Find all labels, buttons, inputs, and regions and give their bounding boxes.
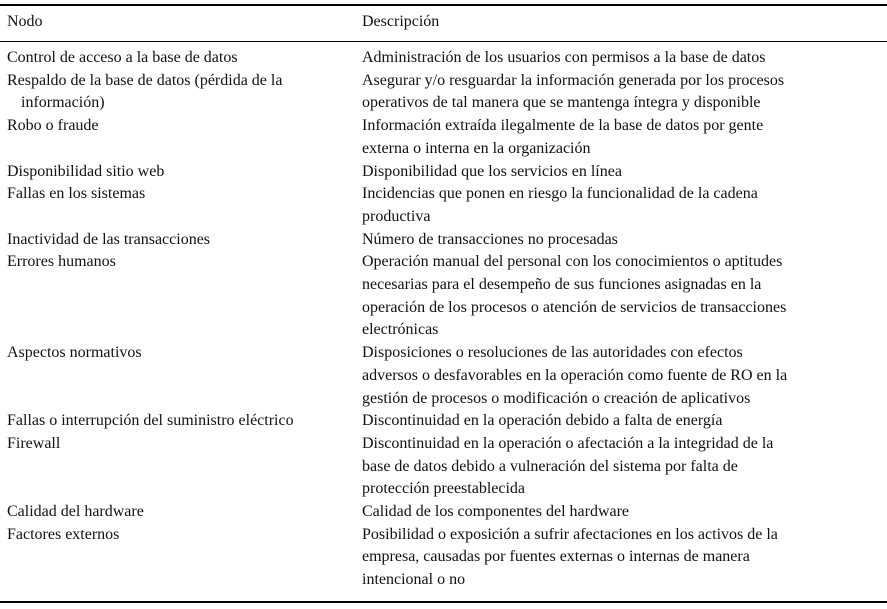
nodo-cell-line: Factores externos	[7, 525, 120, 543]
table-row	[0, 229, 887, 252]
column-header-descripcion: Descripción	[362, 13, 440, 30]
header-rule	[0, 41, 887, 42]
nodo-cell	[0, 433, 362, 501]
descripcion-cell	[362, 115, 763, 160]
table-row	[0, 115, 887, 160]
nodo-cell-line: Firewall	[7, 434, 61, 452]
descripcion-cell-line: intencional o no	[362, 571, 466, 589]
nodo-cell-line: Control de acceso a la base de datos	[7, 49, 238, 66]
nodo-cell	[0, 524, 362, 592]
nodo-cell-line: Aspectos normativos	[7, 344, 142, 362]
nodo-cell-line: Fallas en los sistemas	[7, 185, 146, 203]
descripcion-cell	[362, 47, 765, 70]
table-row	[0, 410, 887, 433]
nodo-cell	[0, 115, 362, 160]
descripcion-cell	[362, 70, 784, 115]
nodo-cell	[0, 501, 362, 524]
table-row	[0, 524, 887, 592]
descripcion-cell-line: Operación manual del personal con los conocimientos o aptitudes	[362, 253, 783, 271]
descripcion-cell	[362, 251, 786, 342]
descripcion-cell-line: protección preestablecida	[362, 480, 526, 498]
descripcion-cell-line: gestión de procesos o modificación o creación de aplicativos	[362, 389, 751, 407]
nodo-cell-line: Inactividad de las transacciones	[7, 230, 211, 248]
descripcion-cell-line: Disposiciones o resoluciones de las autoridades con efectos	[362, 344, 743, 362]
nodo-cell	[0, 229, 362, 252]
descripcion-cell-line: Información extraída ilegalmente de la base de datos por gente	[362, 117, 764, 135]
descripcion-cell-line: Administración de los usuarios con permisos a la base de datos	[362, 49, 766, 66]
descripcion-cell-line: electrónicas	[362, 321, 439, 339]
table-body	[0, 47, 887, 592]
descripcion-cell-line: operación de los procesos o atención de servicios de transacciones	[362, 298, 787, 316]
descripcion-cell-line: Discontinuidad en la operación debido a falta de energía	[362, 412, 723, 430]
descripcion-cell-line: Incidencias que ponen en riesgo la funcionalidad de la cadena	[362, 185, 758, 203]
nodo-cell	[0, 183, 362, 228]
table-row	[0, 433, 887, 501]
nodo-cell	[0, 161, 362, 184]
table-row	[0, 161, 887, 184]
nodo-cell-line: Errores humanos	[7, 253, 116, 271]
descripcion-cell-line: adversos o desfavorables en la operación como fuente de RO en la	[362, 366, 788, 384]
nodo-cell-line: Respaldo de la base de datos (pérdida de la	[7, 71, 283, 89]
descripcion-cell-line: base de datos debido a vulneración del sistema por falta de	[362, 457, 738, 475]
descripcion-cell-line: necesarias para el desempeño de sus funciones asignadas en la	[362, 276, 762, 294]
table-top-rule	[0, 4, 887, 6]
nodo-cell	[0, 342, 362, 410]
table-row	[0, 183, 887, 228]
descripcion-cell-line: productiva	[362, 207, 431, 225]
descripcion-cell-line: externa o interna en la organización	[362, 139, 591, 157]
descripcion-cell	[362, 501, 629, 524]
descripcion-cell-line: Número de transacciones no procesadas	[362, 230, 618, 248]
descripcion-cell	[362, 183, 758, 228]
table-row	[0, 501, 887, 524]
descripcion-cell-line: Posibilidad o exposición a sufrir afectaciones en los activos de la	[362, 525, 778, 543]
table-row	[0, 342, 887, 410]
table-row	[0, 70, 887, 115]
nodo-cell	[0, 410, 362, 433]
descripcion-cell-line: Calidad de los componentes del hardware	[362, 503, 630, 521]
descripcion-cell	[362, 524, 778, 592]
descripcion-cell	[362, 229, 618, 252]
descripcion-cell	[362, 410, 722, 433]
table-row	[0, 47, 887, 70]
descripcion-cell	[362, 433, 773, 501]
descripcion-cell-line: Discontinuidad en la operación o afectación a la integridad de la	[362, 434, 774, 452]
descripcion-cell-line: operativos de tal manera que se mantenga íntegra y disponible	[362, 94, 761, 112]
table-row	[0, 251, 887, 342]
descripcion-cell-line: empresa, causadas por fuentes externas o internas de manera	[362, 548, 750, 566]
nodo-cell	[0, 251, 362, 342]
column-header-nodo: Nodo	[7, 13, 43, 30]
descripcion-cell-line: Disponibilidad que los servicios en línea	[362, 162, 622, 180]
nodo-cell-line: Robo o fraude	[7, 117, 99, 135]
nodo-cell	[0, 70, 362, 115]
nodo-cell-line: información)	[21, 94, 105, 112]
nodo-cell-line: Calidad del hardware	[7, 503, 144, 521]
nodo-cell	[0, 47, 362, 70]
descripcion-cell	[362, 161, 622, 184]
table-bottom-rule	[0, 601, 887, 603]
descripcion-cell	[362, 342, 787, 410]
descripcion-cell-line: Asegurar y/o resguardar la información generada por los procesos	[362, 71, 785, 89]
nodo-cell-line: Fallas o interrupción del suministro eléctrico	[7, 412, 294, 430]
nodo-cell-line: Disponibilidad sitio web	[7, 162, 165, 180]
